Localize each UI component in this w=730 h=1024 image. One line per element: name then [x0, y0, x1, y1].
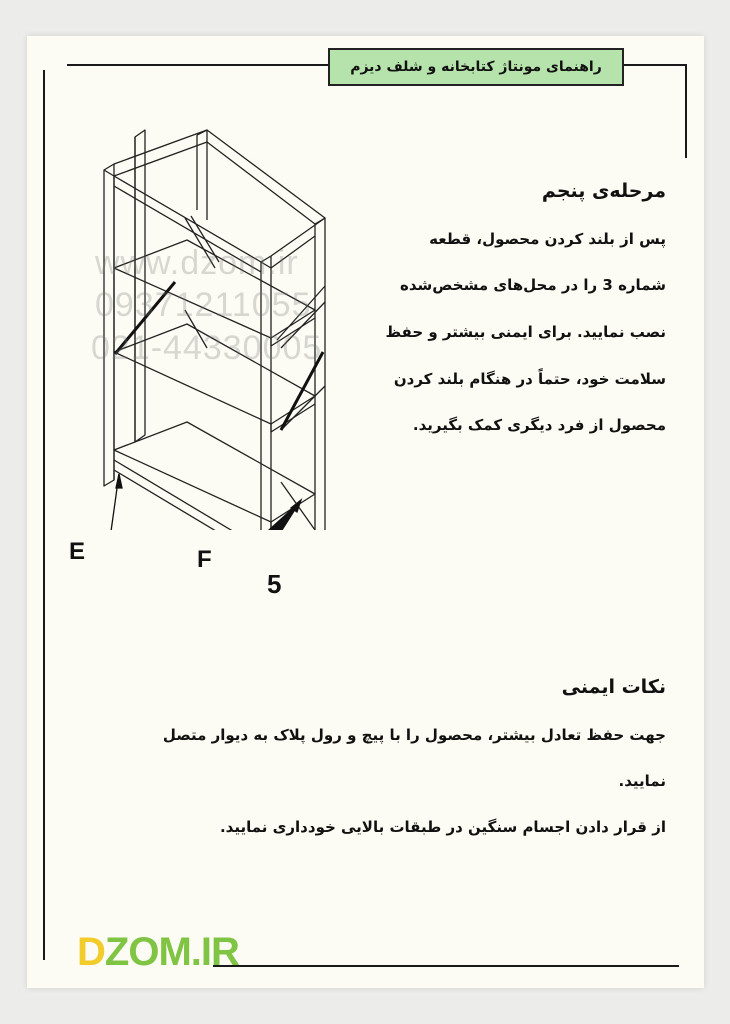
frame-top-right-line	[622, 64, 686, 66]
step-line-4: سلامت خود، حتماً در هنگام بلند کردن	[393, 370, 666, 388]
safety-title: نکات ایمنی	[561, 676, 666, 698]
step-line-3: نصب نمایید. برای ایمنی بیشتر و حفظ	[385, 323, 666, 341]
step-line-5: محصول از فرد دیگری کمک بگیرید.	[412, 416, 666, 434]
safety-line-2: نمایید.	[618, 772, 666, 790]
frame-top-left-line	[67, 64, 328, 66]
watermark-line-2: 09371211055	[95, 286, 312, 324]
logo-first-letter: D	[77, 930, 105, 974]
dzom-logo	[77, 932, 239, 972]
step-line-2: شماره 3 را در محل‌های مشخص‌شده	[400, 276, 666, 294]
label-e: E	[69, 538, 86, 565]
shelf-3	[114, 422, 315, 530]
step-number: 5	[267, 569, 282, 599]
watermark-line-1: www.dzom.ir	[95, 244, 299, 282]
frame-bottom-line	[213, 965, 679, 967]
header-title: راهنمای مونتاژ کتابخانه و شلف دیزم	[328, 48, 624, 86]
label-f: F	[197, 546, 212, 573]
watermark-line-3: 021-44330005	[91, 329, 323, 367]
manual-page	[27, 36, 704, 988]
frame-right-line	[685, 64, 687, 158]
step-line-1: پس از بلند کردن محصول، قطعه	[429, 230, 666, 248]
safety-line-3: از قرار دادن اجسام سنگین در طبقات بالایی خودداری نمایید.	[219, 818, 666, 836]
front-left-post	[104, 164, 114, 486]
logo-rest: ZOM.IR	[104, 930, 239, 974]
frame-left-line	[43, 70, 45, 960]
step-title: مرحله‌ی پنجم	[541, 180, 666, 202]
safety-line-1: جهت حفظ تعادل بیشتر، محصول را با پیچ و رول پلاک به دیوار متصل	[162, 726, 666, 744]
